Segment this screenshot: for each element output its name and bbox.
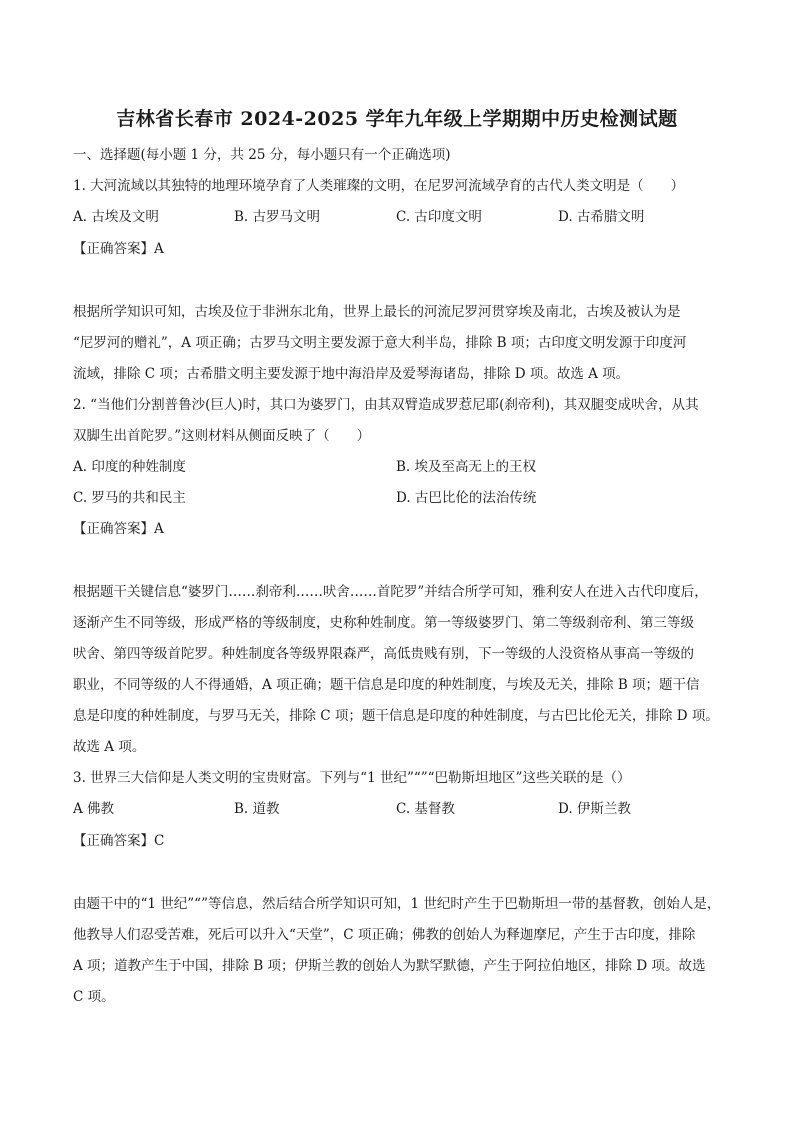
q1-explanation-line: 根据所学知识可知，古埃及位于非洲东北角，世界上最长的河流尼罗河贯穿埃及南北，古埃及被认为是 [73,304,681,320]
q1-option-d: D. 古希腊文明 [558,209,645,225]
q3-explanation-line: 由题干中的“1 世纪”“”等信息，然后结合所学知识可知，1 世纪时产生于巴勒斯坦一带的基督教，创始人是， [73,896,721,912]
q1-explanation-line: 流域，排除 C 项；古希腊文明主要发源于地中海沿岸及爱琴海诸岛，排除 D 项。故选 A 项。 [73,366,630,382]
q2-option-c: C. 罗马的共和民主 [73,490,186,506]
q2-explanation-line: 故选 A 项。 [73,739,146,755]
q2-explanation-line: 职业，不同等级的人不得通婚，A 项正确；题干信息是印度的种姓制度，与埃及无关，排除 B 项；题干信 [73,677,700,693]
q2-explanation-line: 根据题干关键信息“婆罗门……刹帝利……吠舍……首陀罗”并结合所学可知，雅利安人在进入古代印度后， [73,584,708,600]
q1-answer: 【正确答案】A [73,241,164,257]
q3-option-b: B. 道教 [234,801,280,817]
q2-option-d: D. 古巴比伦的法治传统 [396,490,537,506]
section-header: 一、选择题(每小题 1 分，共 25 分，每小题只有一个正确选项) [73,147,451,163]
q2-answer: 【正确答案】A [73,521,164,537]
q1-option-a: A. 古埃及文明 [73,209,159,225]
q1-option-c: C. 古印度文明 [396,209,482,225]
q3-explanation-line: 他教导人们忍受苦难，死后可以升入“天堂”，C 项正确；佛教的创始人为释迦摩尼，产生于古印度，排除 [73,927,696,943]
q3-explanation-line: C 项。 [73,989,115,1005]
q2-option-b: B. 埃及至高无上的王权 [396,459,537,475]
q2-stem-line: 双脚生出首陀罗。”这则材料从侧面反映了（ ） [73,428,371,444]
q2-explanation-line: 息是印度的种姓制度，与罗马无关，排除 C 项；题干信息是印度的种姓制度，与古巴比伦无关，排除 D 项。 [73,708,719,724]
q3-option-d: D. 伊斯兰教 [558,801,631,817]
q3-option-a: A 佛教 [73,801,115,817]
q3-option-c: C. 基督教 [396,801,455,817]
q3-answer: 【正确答案】C [73,833,165,849]
q2-explanation-line: 逐渐产生不同等级，形成严格的等级制度，史称种姓制度。第一等级婆罗门、第二等级刹帝利、第三等级 [73,615,694,631]
q1-explanation-line: “尼罗河的赠礼”，A 项正确；古罗马文明主要发源于意大利半岛，排除 B 项；古印度文明发源于印度河 [73,335,687,351]
q2-option-a: A. 印度的种姓制度 [73,459,186,475]
q1-option-b: B. 古罗马文明 [234,209,321,225]
q1-stem-line: 1. 大河流域以其独特的地理环境孕育了人类璀璨的文明，在尼罗河流域孕育的古代人类文明是（ ） [73,178,685,194]
q3-explanation-line: A 项；道教产生于中国，排除 B 项；伊斯兰教的创始人为默罕默德，产生于阿拉伯地区，排除 D 项。故选 [73,958,706,974]
q3-stem-line: 3. 世界三大信仰是人类文明的宝贵财富。下列与“1 世纪”“”“巴勒斯坦地区”这些关联的是（） [73,770,631,786]
page-title: 吉林省长春市 2024-2025 学年九年级上学期期中历史检测试题 [116,108,678,130]
q2-explanation-line: 吠舍、第四等级首陀罗。种姓制度各等级界限森严，高低贵贱有别，下一等级的人没资格从事高一等级的 [73,646,694,662]
q2-stem-line: 2. “当他们分割普鲁沙(巨人)时，其口为婆罗门，由其双臂造成罗惹尼耶(刹帝利)，其双腿变成吠舍，从其 [73,397,699,413]
